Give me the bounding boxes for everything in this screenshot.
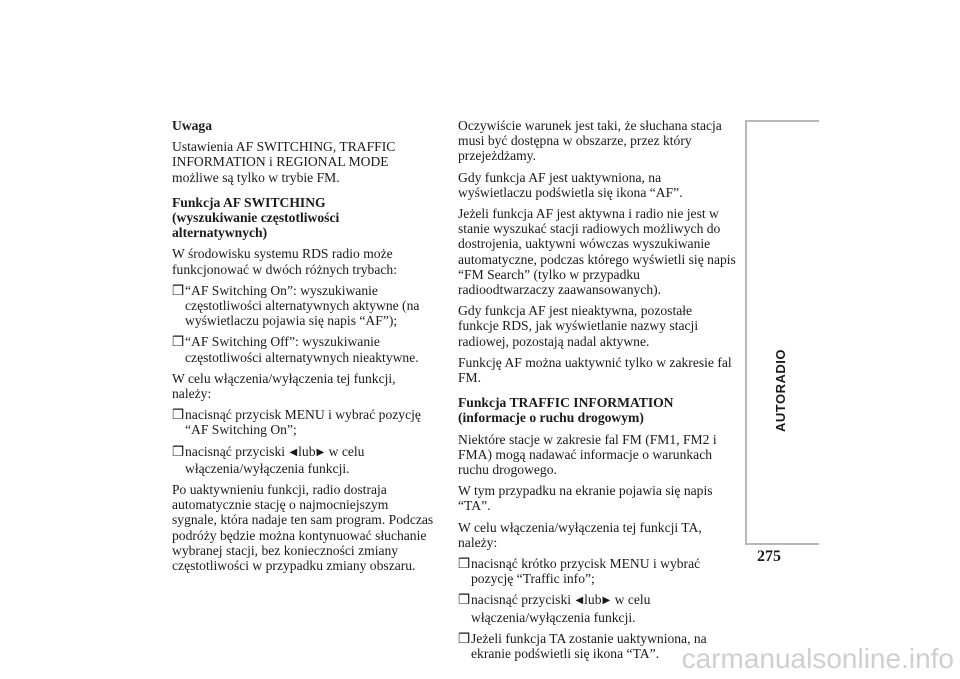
section-tab bbox=[773, 330, 787, 450]
ta-step2-lub: lub bbox=[584, 592, 602, 608]
mode-on-text: “AF Switching On”: wyszukiwanie częstotliwości alternatywnych aktywne (na wyświetlaczu pojawia się napis “AF”); bbox=[185, 282, 420, 329]
paragraph-8: W celu włączenia/wyłączenia tej funkcji TA, należy: bbox=[458, 519, 702, 550]
bullet-box-icon: ❒ bbox=[458, 556, 471, 572]
bullet-box-icon: ❒ bbox=[172, 334, 185, 350]
ta-heading-line2: (informacje o ruchu drogowym) bbox=[458, 410, 644, 426]
paragraph-2: Gdy funkcja AF jest uaktywniona, na wyświetlaczu podświetla się ikona “AF”. bbox=[458, 169, 683, 200]
left-arrow-icon: ◀ bbox=[575, 595, 584, 607]
bullet-box-icon: ❒ bbox=[172, 443, 185, 459]
paragraph-6: Niektóre stacje w zakresie fal FM (FM1, FM2 i FMA) mogą nadawać informacje o warunkach ruchu drogowego. bbox=[458, 431, 717, 478]
ta-step2-text-b: w celu włączenia/wyłączenia funkcji. bbox=[471, 592, 651, 625]
list-item-ta-step2 bbox=[458, 592, 736, 624]
list-item-mode-off bbox=[172, 334, 434, 364]
step2-text-b: w celu włączenia/wyłączenia funkcji. bbox=[185, 443, 365, 476]
paragraph-4: Gdy funkcja AF jest nieaktywna, pozostałe funkcje RDS, jak wyświetlanie nazwy stacji radiowej, pozostają nadal aktywne. bbox=[458, 303, 699, 349]
af-heading bbox=[172, 195, 434, 241]
ta-heading-line1: Funkcja TRAFFIC INFORMATION bbox=[458, 395, 674, 411]
ta-step3-text: Jeżeli funkcja TA zostanie uaktywniona, na ekranie podświetli się ikona “TA”. bbox=[471, 630, 707, 662]
bullet-box-icon: ❒ bbox=[458, 630, 471, 646]
bullet-box-icon: ❒ bbox=[172, 282, 185, 298]
step1-text: nacisnąć przycisk MENU i wybrać pozycję “AF Switching On”; bbox=[185, 407, 421, 438]
list-item-mode-on bbox=[172, 283, 434, 329]
list-item-step1 bbox=[172, 407, 434, 437]
side-tab-border-vertical bbox=[745, 120, 747, 545]
paragraph-1: Oczywiście warunek jest taki, że słuchana stacja musi być dostępna w obszarze, przez który przejeżdżamy. bbox=[458, 118, 722, 164]
paragraph-7: W tym przypadku na ekranie pojawia się napis “TA”. bbox=[458, 483, 713, 514]
note-text: Ustawienia AF SWITCHING, TRAFFIC INFORMATION i REGIONAL MODE możliwe są tylko w trybie FM. bbox=[172, 139, 396, 185]
watermark: carmanualsonline.info bbox=[681, 643, 954, 674]
right-arrow-icon: ▶ bbox=[316, 446, 325, 458]
after-text: Po uaktywnieniu funkcji, radio dostraja automatycznie stację o najmocniejszym sygnale, która nadaje ten sam program. Podczas podróży będzie można kontynuować słuchanie wybranej stacji, bez konieczności zmiany częstotliwości w przypadku zmiany obszaru. bbox=[172, 482, 434, 574]
left-arrow-icon: ◀ bbox=[289, 446, 298, 458]
af-heading-line2: (wyszukiwanie częstotliwości alternatywnych) bbox=[172, 210, 340, 241]
step2-lub: lub bbox=[298, 443, 316, 459]
paragraph-5: Funkcję AF można uaktywnić tylko w zakresie fal FM. bbox=[458, 354, 732, 386]
mode-off-text: “AF Switching Off”: wyszukiwanie częstotliwości alternatywnych nieaktywne. bbox=[185, 334, 419, 365]
list-item-step2 bbox=[172, 444, 434, 476]
paragraph-3: Jeżeli funkcja AF jest aktywna i radio nie jest w stanie wyszukać stacji radiowych możliwych do dostrojenia, uaktywni wówczas wyszukiwanie automatyczne, podczas którego wyświetli się napis “FM Search” (tylko w przypadku radioodtwarzaczy zaawansowanych). bbox=[458, 206, 736, 298]
list-item-ta-step1 bbox=[458, 556, 736, 586]
right-column bbox=[458, 118, 736, 667]
toggle-intro: W celu włączenia/wyłączenia tej funkcji, należy: bbox=[172, 370, 396, 402]
ta-step2-text-a: nacisnąć przyciski bbox=[471, 592, 572, 608]
note-title: Uwaga bbox=[172, 118, 213, 133]
side-tab-border-bottom bbox=[747, 543, 819, 545]
bullet-box-icon: ❒ bbox=[172, 407, 185, 423]
side-tab-border-top bbox=[747, 120, 819, 122]
ta-step1-text: nacisnąć krótko przycisk MENU i wybrać pozycję “Traffic info”; bbox=[471, 556, 701, 587]
af-intro: W środowisku systemu RDS radio może funkcjonować w dwóch różnych trybach: bbox=[172, 246, 397, 277]
ta-heading bbox=[458, 395, 736, 425]
af-heading-line1: Funkcja AF SWITCHING bbox=[172, 194, 326, 210]
page-number: 275 bbox=[757, 548, 781, 565]
bullet-box-icon: ❒ bbox=[458, 592, 471, 608]
step2-text-a: nacisnąć przyciski bbox=[185, 443, 286, 459]
section-label: AUTORADIO bbox=[772, 348, 788, 432]
right-arrow-icon: ▶ bbox=[602, 595, 611, 607]
left-column bbox=[172, 118, 434, 579]
